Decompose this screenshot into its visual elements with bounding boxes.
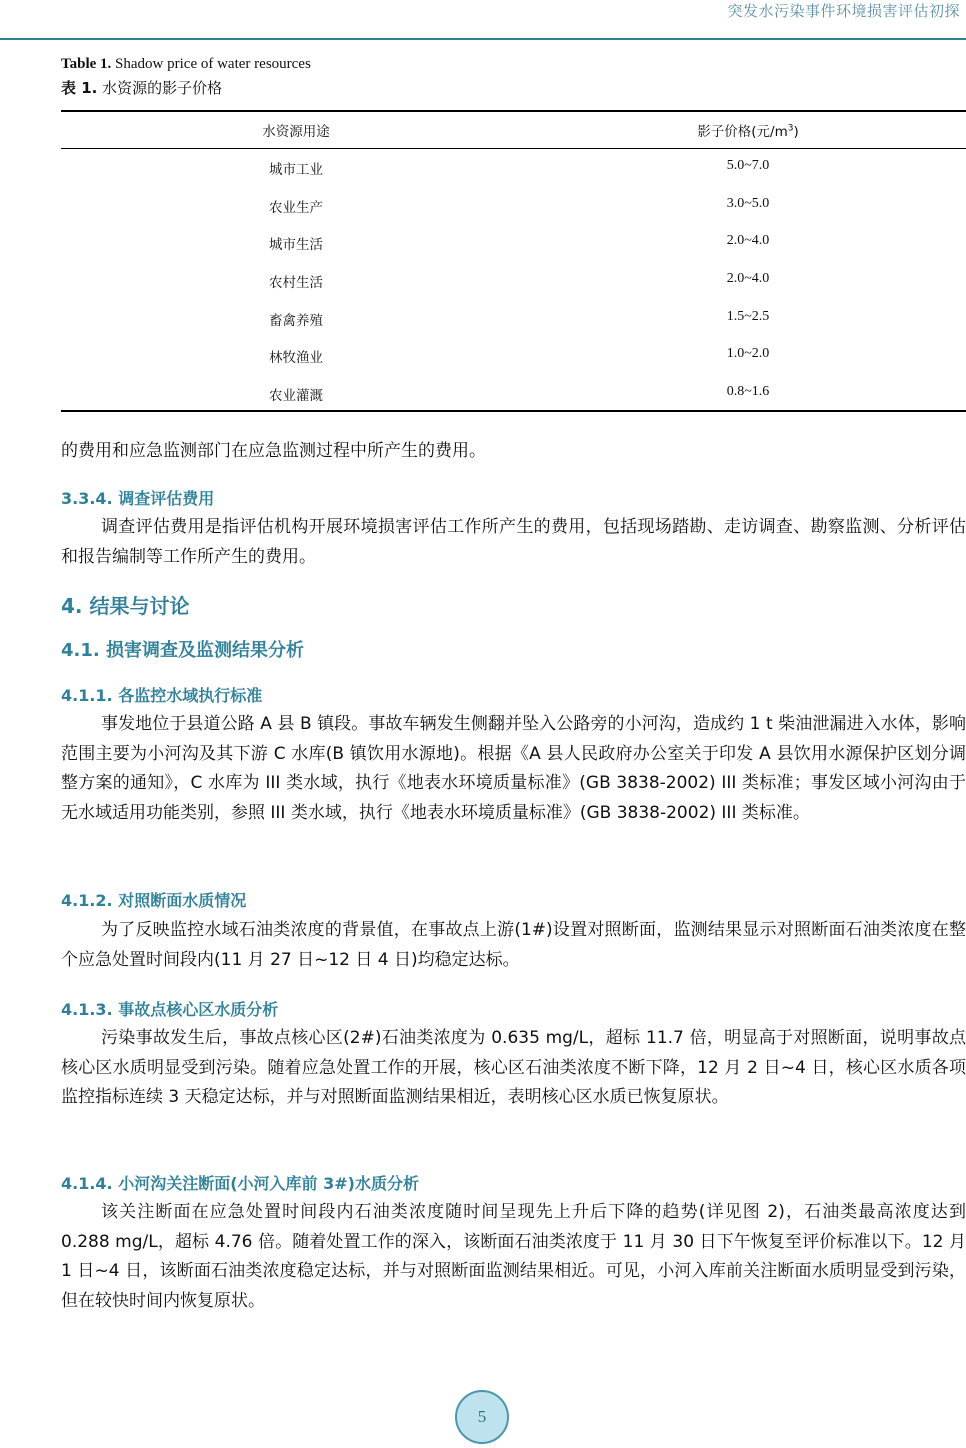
table-cell-price: 1.0~2.0	[726, 346, 770, 361]
section-heading-4: 4. 结果与讨论	[61, 594, 190, 618]
header-price-prefix: 影子价格(元/m	[697, 124, 788, 140]
table-cell-use: 城市生活	[269, 237, 323, 253]
header-rule	[0, 38, 966, 40]
table-header-rule	[61, 148, 966, 149]
table-header-water-use: 水资源用途	[262, 124, 330, 140]
table-cell-use: 城市工业	[269, 162, 323, 178]
table-cell-price: 0.8~1.6	[726, 384, 770, 399]
section-heading-4-1-4: 4.1.4. 小河沟关注断面(小河入库前 3#)水质分析	[61, 1174, 419, 1193]
table-top-rule	[61, 110, 966, 112]
table-caption-cn	[61, 77, 222, 98]
table-caption-en	[61, 56, 311, 73]
table-caption-cn-label: 表 1.	[61, 79, 98, 97]
paragraph-3-3-4: 调查评估费用是指评估机构开展环境损害评估工作所产生的费用，包括现场踏勘、走访调查、勘察监测、分析评估和报告编制等工作所产生的费用。	[61, 517, 966, 567]
table-cell-price: 3.0~5.0	[726, 196, 770, 211]
section-heading-4-1-2: 4.1.2. 对照断面水质情况	[61, 891, 247, 910]
section-heading-4-1-1: 4.1.1. 各监控水域执行标准	[61, 686, 263, 705]
header-price-sup: 3	[787, 123, 794, 134]
page-number-badge	[455, 1390, 509, 1444]
table-cell-use: 林牧渔业	[269, 350, 323, 366]
table-cell-price: 1.5~2.5	[726, 309, 770, 324]
table-header-shadow-price	[697, 120, 798, 140]
paragraph-4-1-3: 污染事故发生后，事故点核心区(2#)石油类浓度为 0.635 mg/L，超标 11.7 倍，明显高于对照断面，说明事故点核心区水质明显受到污染。随着应急处置工作的开展，核心区石油类浓度不断下降，12 月 2 日~4 日，核心区水质各项监控指标连续 3 天稳定达标，并与对照断面监测结果相近，表明核心区水质已恢复原状。	[61, 1028, 966, 1107]
table-caption-en-text: Shadow price of water resources	[115, 56, 311, 72]
table-caption-cn-text: 水资源的影子价格	[102, 79, 223, 97]
section-heading-3-3-4: 3.3.4. 调查评估费用	[61, 489, 215, 508]
table-caption-en-label: Table 1.	[61, 56, 112, 72]
table-cell-use: 农村生活	[269, 275, 323, 291]
table-cell-price: 2.0~4.0	[726, 233, 770, 248]
table-cell-use: 农业灌溉	[269, 388, 323, 404]
section-heading-4-1-3: 4.1.3. 事故点核心区水质分析	[61, 1000, 279, 1019]
table-cell-price: 5.0~7.0	[726, 158, 770, 173]
running-header-title: 突发水污染事件环境损害评估初探	[727, 2, 960, 20]
page-number: 5	[477, 1407, 487, 1426]
paragraph-4-1-4: 该关注断面在应急处置时间段内石油类浓度随时间呈现先上升后下降的趋势(详见图 2)，石油类最高浓度达到 0.288 mg/L，超标 4.76 倍。随着处置工作的深入，该断面石油类浓度于 11 月 30 日下午恢复至评价标准以下。12 月 1 日~4 日，该断面石油类浓度稳定达标，并与对照断面监测结果相近。可见，小河入库前关注断面水质明显受到污染，但在较快时间内恢复原状。	[61, 1202, 966, 1311]
table-cell-price: 2.0~4.0	[726, 271, 770, 286]
table-bottom-rule	[61, 410, 966, 412]
paragraph-4-1-1: 事发地位于县道公路 A 县 B 镇段。事故车辆发生侧翻并坠入公路旁的小河沟，造成约 1 t 柴油泄漏进入水体，影响范围主要为小河沟及其下游 C 水库(B 镇饮用水源地)。根据《A 县人民政府办公室关于印发 A 县饮用水源保护区划分调整方案的通知》，C 水库为 III 类水域，执行《地表水环境质量标准》(GB 3838-2002) III 类标准；事发区域小河沟由于无水域适用功能类别，参照 III 类水域，执行《地表水环境质量标准》(GB 3838-2002) III 类标准。	[61, 714, 966, 823]
paragraph-4-1-2: 为了反映监控水域石油类浓度的背景值，在事故点上游(1#)设置对照断面，监测结果显示对照断面石油类浓度在整个应急处置时间段内(11 月 27 日~12 日 4 日)均稳定达标。	[61, 920, 966, 970]
section-heading-4-1: 4.1. 损害调查及监测结果分析	[61, 640, 304, 661]
continuation-paragraph: 的费用和应急监测部门在应急监测过程中所产生的费用。	[61, 441, 486, 461]
header-price-suffix: )	[793, 124, 799, 140]
table-cell-use: 农业生产	[269, 200, 323, 216]
table-cell-use: 畜禽养殖	[269, 313, 323, 329]
